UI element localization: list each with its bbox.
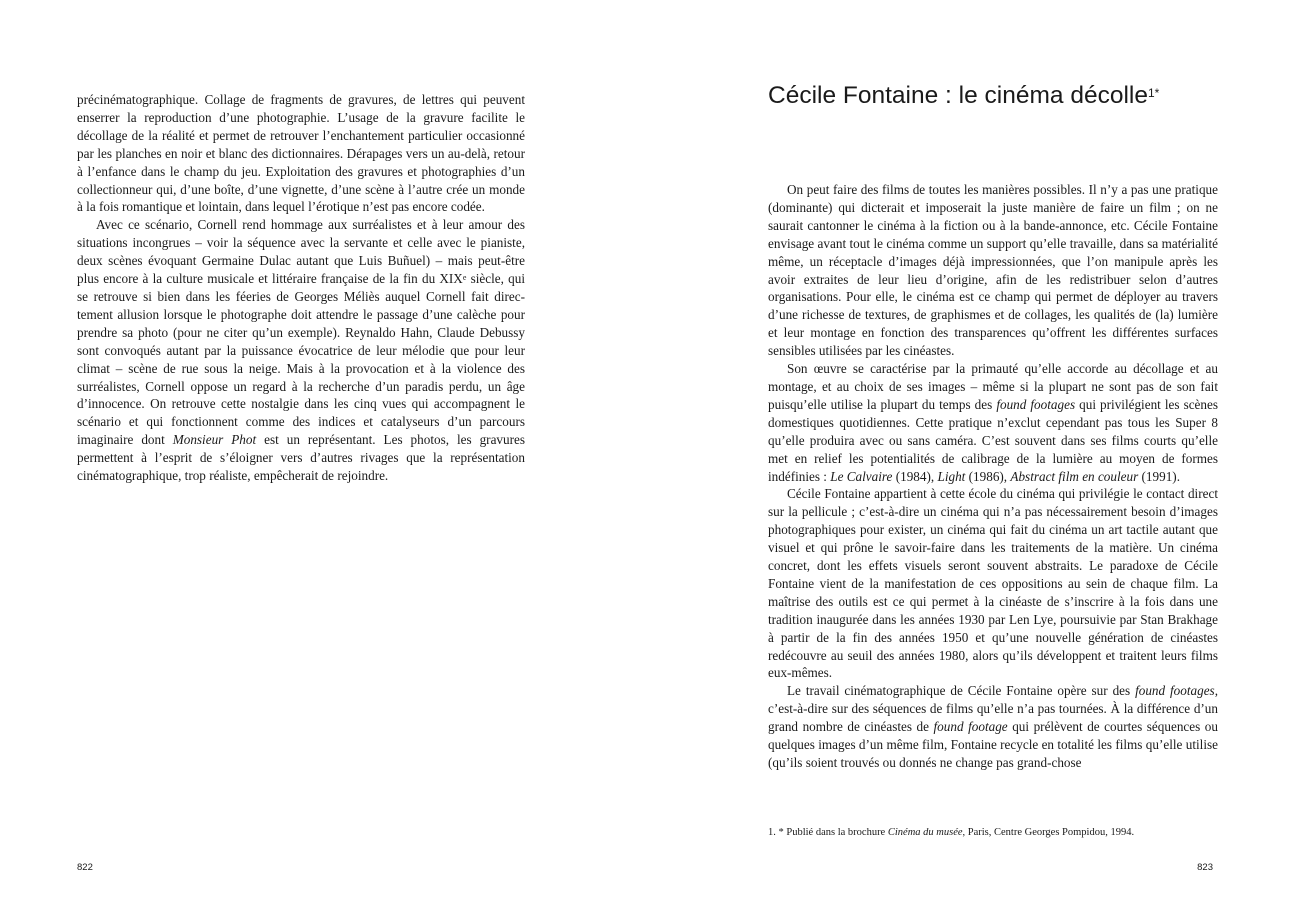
superscript-text: e — [462, 273, 467, 283]
text-run: (1991). — [1138, 468, 1180, 484]
paragraph — [77, 91, 525, 216]
text-run: qui privilégient les scènes domestiques quotidiennes. Cette pratique n’exclut cependant pas tous les Super 8 qu’elle produira avec ou sans caméra. C’est souvent dans ses films courts qu’elle met en relief les potentialités de calibrage de la lumière au moyen de formes indéfinies : — [768, 396, 1218, 484]
text-run: Cécile Fontaine appartient à cette école du cinéma qui privilégie le contact direct sur la pellicule ; c’est-à-dire un cinéma qui n’a pas nécessairement besoin d’images photographiques pour exister, un cinéma qui fait du cinéma un art tactile autant que visuel et qui prône le savoir-faire dans les traitements de la matière. Un cinéma concret, dont les effets visuels seront souvent abstraits. Le paradoxe de Cécile Fontaine vient de la manifestation de ces oppositions au sein de chaque film. La maîtrise des outils est ce qui permet à la cinéaste de s’inscrire à la fois dans une tradition inaugurée dans les années 1930 par Len Lye, poursuivie par Stan Brakhage à partir de la fin des années 1950 et qu’une nouvelle génération de cinéastes redécouvre au seuil des années 1980, alors qu’ils développent et traitent leurs films eux-mêmes. — [768, 486, 1218, 681]
left-body-text — [77, 91, 525, 485]
text-run: est un représentant. Les photos, les gravures permettent à l’esprit de s’éloigner vers d’autres rivages que la représentation cinématographique, trop réaliste, empêcherait de rejoindre. — [77, 432, 525, 484]
text-run: On peut faire des films de toutes les manières possibles. Il n’y a pas une pratique (dominante) qui dicterait et imposerait la juste manière de faire un film ; on ne saurait cantonner le cinéma à la fiction ou à la bande-annonce, etc. Cécile Fontaine envisage avant tout le cinéma comme un support qu’elle travaille, dans sa matérialité même, un réceptacle d’images déjà impressionnées, que l’on manipule après les avoir extraites de leur lieu d’origine, afin de les redistribuer selon d’autres organisations. Pour elle, le cinéma est ce champ qui permet de déployer au travers d’une richesse de textures, de graphismes et de collages, les qualités de (la) lumière et leur montage en fonction des transparences qu’offrent les différentes surfaces sensibles utilisées par les cinéastes. — [768, 182, 1218, 359]
right-page — [646, 0, 1293, 913]
text-run: Avec ce scénario, Cornell rend hommage aux surréalistes et à leur amour des situations incongrues – voir la séquence avec la servante et celle avec le pianiste, deux scènes évoquant Germaine Dulac autant que Luis Buñuel) – mais peut-être plus encore à la culture musicale et littéraire française de la fin du XIX — [77, 217, 525, 287]
page-number-right: 823 — [1197, 862, 1213, 873]
article-title-text: Cécile Fontaine : le cinéma décolle — [768, 82, 1148, 109]
italic-text: Light — [937, 468, 966, 484]
text-run: (1984), — [892, 468, 938, 484]
text-run: (1986), — [965, 468, 1011, 484]
italic-text: Abstract film en couleur — [1010, 468, 1139, 484]
text-run: siècle, qui se retrouve si bien dans les féeries de Georges Méliès auquel Cornell fait directement allusion lorsque le photographe doit attendre le passage d’une calèche pour prendre sa photo (pour ne citer qu’un exemple). Reynaldo Hahn, Claude Debussy sont convoqués autant par la puissance évocatrice de leur mélodie que pour leur climat – scène de rue sous la neige. Mais à la provocation et à la violence des surréalistes, Cornell oppose un regard à la recherche d’un paradis perdu, un âge d’innocence. On retrouve cette nostalgie dans les cinq vues qui accompagnent le scénario et qui fonctionnent comme des indices et catalyseurs d’un parcours imaginaire dont — [77, 271, 525, 448]
title-footnote-marker: 1* — [1147, 86, 1160, 100]
text-run: précinématographique. Collage de fragments de gravures, de lettres qui peuvent enserrer la reproduction d’une photographie. L’usage de la gravure facilite le décollage de la réalité et permet de retrouver l’enchantement particulier occasionné par les planches en noir et blanc des dictionnaires. Dérapages vers un au-delà, retour à l’enfance dans le champ du jeu. Exploitation des gravures et photographies d’un collectionneur qui, d’une boîte, d’une vignette, d’une scène à l’autre crée un monde à la fois romantique et lointain, dans lequel l’érotique n’est pas encore codée. — [77, 92, 525, 215]
paragraph — [768, 181, 1218, 360]
text-run: 1. * Publié dans la brochure — [768, 827, 888, 838]
text-run: qui prélèvent de courtes séquences ou quelques images d’un même film, Fontaine recycle en totalité les films qu’elle utilise (qu’ils soient trouvés ou donnés ne change pas grand-chose — [768, 719, 1218, 770]
right-body-text — [768, 181, 1218, 772]
italic-text: found footages — [996, 396, 1076, 412]
left-page — [0, 0, 646, 913]
page-number-left: 822 — [77, 862, 93, 873]
text-run: Le travail cinématographique de Cécile Fontaine opère sur des — [787, 683, 1136, 699]
text-run: Son œuvre se caractérise par la primauté qu’elle accorde au décollage et au montage, et au choix de ses images – même si la plupart ne sont pas de son fait puisqu’elle utilise la plupart du temps des — [768, 361, 1218, 412]
paragraph — [77, 216, 525, 485]
text-run: , c’est-à-dire sur des séquences de films qu’elle n’a pas tournées. À la différence d’un grand nombre de cinéastes de — [768, 683, 1218, 735]
italic-text: found footage — [933, 719, 1008, 735]
text-run: , Paris, Centre Georges Pompidou, 1994. — [962, 827, 1135, 838]
italic-text: Cinéma du musée — [887, 827, 963, 838]
paragraph — [768, 360, 1218, 485]
paragraph — [768, 485, 1218, 682]
italic-text: Le Calvaire — [830, 468, 893, 484]
footnote — [768, 826, 1228, 840]
paragraph — [768, 682, 1218, 772]
italic-text: Monsieur Phot — [172, 432, 257, 448]
italic-text: found footages — [1135, 683, 1215, 699]
article-title — [768, 80, 1159, 112]
